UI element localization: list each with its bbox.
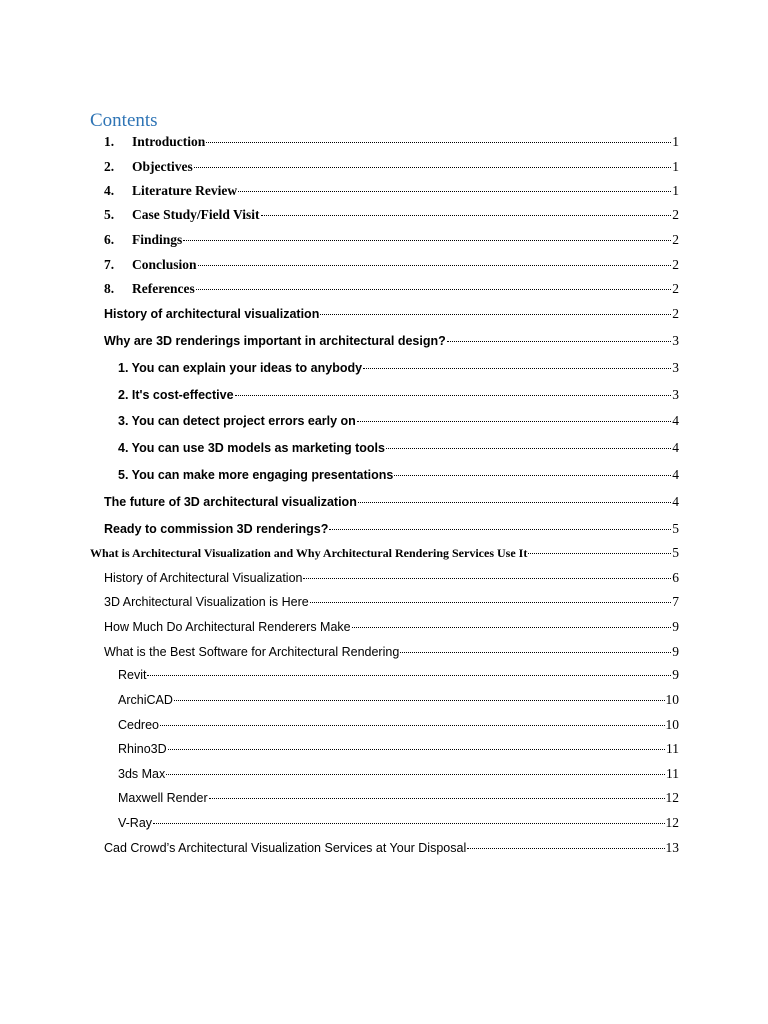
- toc-entry[interactable]: [104, 642, 679, 662]
- toc-entry-page: 12: [665, 815, 679, 830]
- toc-entry-label: Case Study/Field Visit: [132, 207, 260, 222]
- toc-entry-page: 11: [666, 741, 679, 756]
- toc-entry-page: 10: [665, 717, 679, 732]
- toc-entry[interactable]: [104, 838, 679, 858]
- toc-entry-page: 9: [672, 644, 679, 659]
- dot-leader: [467, 848, 664, 849]
- toc-entry-number: 6.: [104, 232, 115, 247]
- toc-entry-label: V-Ray: [118, 816, 153, 830]
- dot-leader: [310, 602, 672, 603]
- toc-entry-page: 4: [672, 467, 679, 482]
- dot-leader: [209, 798, 665, 799]
- toc-entry[interactable]: [118, 715, 679, 735]
- dot-leader: [160, 725, 665, 726]
- toc-entry[interactable]: [118, 411, 679, 431]
- toc-entry[interactable]: [104, 568, 679, 588]
- toc-entry-label: 2. It's cost-effective: [118, 388, 234, 402]
- toc-entry-number: 5.: [104, 207, 115, 222]
- toc-entry-label: 1. You can explain your ideas to anybody: [118, 361, 363, 375]
- dot-leader: [238, 191, 671, 192]
- toc-entry-label: ArchiCAD: [118, 693, 173, 707]
- toc-entry[interactable]: [118, 358, 679, 378]
- dot-leader: [447, 341, 672, 342]
- dot-leader: [386, 448, 671, 449]
- toc-entry-page: 7: [672, 594, 679, 609]
- toc-entry[interactable]: [118, 788, 679, 808]
- toc-entry-label: Why are 3D renderings important in architectural design?: [104, 334, 446, 348]
- toc-entry[interactable]: [118, 764, 679, 784]
- dot-leader: [303, 578, 671, 579]
- toc-entry[interactable]: [104, 132, 679, 152]
- toc-entry-page: 3: [672, 333, 679, 348]
- toc-entry-label: Introduction: [132, 134, 206, 149]
- toc-entry[interactable]: [104, 592, 679, 612]
- toc-entry-number: 7.: [104, 257, 115, 272]
- toc-entry-page: 1: [672, 183, 679, 198]
- dot-leader: [394, 475, 671, 476]
- toc-entry[interactable]: [104, 279, 679, 299]
- toc-entry-label: Maxwell Render: [118, 791, 208, 805]
- toc-entry-page: 5: [672, 545, 679, 560]
- toc-entry-label: Revit: [118, 668, 147, 682]
- toc-entry-label: Rhino3D: [118, 742, 167, 756]
- toc-entry-label: What is Architectural Visualization and Why Architectural Rendering Services Use It: [90, 546, 528, 560]
- toc-entry-number: 1.: [104, 134, 115, 149]
- toc-entry[interactable]: [118, 813, 679, 833]
- toc-entry[interactable]: [104, 519, 679, 539]
- toc-entry[interactable]: [104, 304, 679, 324]
- toc-entry-page: 11: [666, 766, 679, 781]
- toc-entry[interactable]: [104, 230, 679, 250]
- toc-entry-label: References: [132, 281, 195, 296]
- toc-entry-page: 13: [665, 840, 679, 855]
- toc-entry[interactable]: [118, 690, 679, 710]
- toc-entry[interactable]: [104, 492, 679, 512]
- dot-leader: [168, 749, 665, 750]
- toc-entry-page: 9: [672, 667, 679, 682]
- toc-entry-page: 10: [665, 692, 679, 707]
- toc-entry[interactable]: [104, 157, 679, 177]
- toc-entry-number: 4.: [104, 183, 115, 198]
- toc-entry-page: 2: [672, 306, 679, 321]
- toc-entry-page: 6: [672, 570, 679, 585]
- toc-entry-label: How Much Do Architectural Renderers Make: [104, 620, 351, 634]
- toc-entry-label: What is the Best Software for Architectural Rendering: [104, 645, 400, 659]
- toc-entry-label: 3. You can detect project errors early on: [118, 414, 356, 428]
- toc-entry-page: 2: [672, 207, 679, 222]
- dot-leader: [174, 700, 665, 701]
- toc-entry-label: 5. You can make more engaging presentations: [118, 468, 394, 482]
- toc-entry-label: History of Architectural Visualization: [104, 571, 303, 585]
- toc-entry[interactable]: [104, 255, 679, 275]
- toc-entry[interactable]: [104, 331, 679, 351]
- toc-entry-label: Literature Review: [132, 183, 238, 198]
- toc-entry-label: 4. You can use 3D models as marketing tools: [118, 441, 385, 455]
- dot-leader: [528, 553, 671, 554]
- toc-entry[interactable]: [118, 465, 679, 485]
- toc-entry-page: 4: [672, 494, 679, 509]
- dot-leader: [196, 289, 672, 290]
- dot-leader: [147, 675, 671, 676]
- toc-entry[interactable]: [104, 617, 679, 637]
- toc-entry-page: 2: [672, 281, 679, 296]
- toc-entry[interactable]: [118, 739, 679, 759]
- dot-leader: [352, 627, 672, 628]
- toc-entry-page: 5: [672, 521, 679, 536]
- toc-entry-page: 3: [672, 387, 679, 402]
- dot-leader: [153, 823, 664, 824]
- toc-entry[interactable]: [118, 438, 679, 458]
- toc-entry-page: 12: [665, 790, 679, 805]
- toc-entry[interactable]: [104, 205, 679, 225]
- toc-entry-number: 8.: [104, 281, 115, 296]
- toc-entry-page: 4: [672, 440, 679, 455]
- dot-leader: [206, 142, 671, 143]
- toc-entry-label: Findings: [132, 232, 183, 247]
- dot-leader: [261, 215, 672, 216]
- toc-entry-label: History of architectural visualization: [104, 307, 320, 321]
- toc-entry-label: Objectives: [132, 159, 193, 174]
- toc-entry-page: 9: [672, 619, 679, 634]
- toc-entry-page: 2: [672, 232, 679, 247]
- dot-leader: [357, 421, 671, 422]
- dot-leader: [363, 368, 671, 369]
- toc-entry[interactable]: [118, 385, 679, 405]
- toc-entry-page: 3: [672, 360, 679, 375]
- toc-entry-page: 4: [672, 413, 679, 428]
- toc-entry-label: 3ds Max: [118, 767, 166, 781]
- toc-entry-main-title[interactable]: [90, 543, 679, 563]
- toc-entry-label: Ready to commission 3D renderings?: [104, 522, 329, 536]
- dot-leader: [400, 652, 671, 653]
- toc-entry[interactable]: [118, 665, 679, 685]
- toc-entry-number: 2.: [104, 159, 115, 174]
- toc-entry-label: The future of 3D architectural visualization: [104, 495, 357, 509]
- dot-leader: [194, 167, 672, 168]
- dot-leader: [358, 502, 671, 503]
- dot-leader: [329, 529, 671, 530]
- dot-leader: [320, 314, 671, 315]
- dot-leader: [166, 774, 665, 775]
- toc-heading: Contents: [90, 110, 158, 131]
- toc-entry-page: 1: [672, 159, 679, 174]
- toc-entry-label: Cad Crowd’s Architectural Visualization Services at Your Disposal: [104, 841, 467, 855]
- dot-leader: [198, 265, 672, 266]
- toc-entry-label: Conclusion: [132, 257, 197, 272]
- dot-leader: [183, 240, 671, 241]
- toc-entry-page: 2: [672, 257, 679, 272]
- toc-entry-label: 3D Architectural Visualization is Here: [104, 595, 309, 609]
- dot-leader: [235, 395, 672, 396]
- toc-entry[interactable]: [104, 181, 679, 201]
- toc-entry-page: 1: [672, 134, 679, 149]
- toc-entry-label: Cedreo: [118, 718, 159, 732]
